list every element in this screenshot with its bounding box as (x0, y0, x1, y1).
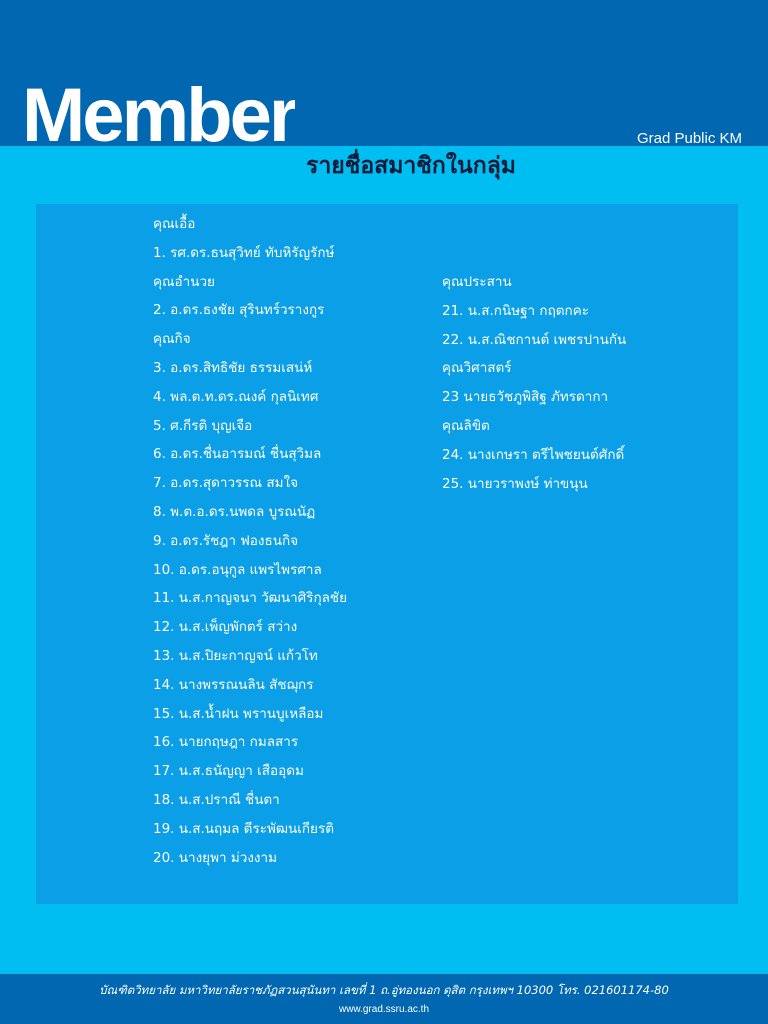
footer-address: บัณฑิตวิทยาลัย มหาวิทยาลัยราชภัฏสวนสุนันทา เลขที่ 1 ถ.อู่ทองนอก ดุสิต กรุงเทพฯ 10300 โทร. 021601174-80 (99, 983, 669, 997)
member-item: 1. รศ.ดร.ธนสุวิทย์ ทับหิรัญรักษ์ (153, 244, 335, 261)
member-item: 24. นางเกษรา ตรีไพชยนต์ศักดิ์ (442, 446, 625, 463)
role-heading: คุณอำนวย (153, 273, 215, 290)
role-heading: คุณเอื้อ (153, 216, 196, 232)
member-item: 17. น.ส.ธนัญญา เสืออุดม (153, 763, 304, 780)
footer-website: www.grad.ssru.ac.th (338, 1004, 430, 1015)
member-item: 20. นางยุพา ม่วงงาม (153, 849, 277, 866)
member-item: 3. อ.ดร.สิทธิชัย ธรรมเสน่ห์ (153, 359, 313, 376)
member-column-left (153, 210, 347, 872)
member-list-panel (36, 204, 738, 904)
member-list-heading: รายชื่อสมาชิกในกลุ่ม (306, 153, 516, 179)
member-item: 11. น.ส.กาญจนา วัฒนาศิริกุลชัย (153, 590, 348, 607)
footer-band (0, 974, 768, 1024)
member-item: 22. น.ส.ณิชกานต์ เพชรปานกัน (442, 331, 627, 348)
member-item: 2. อ.ดร.ธงชัย สุรินทร์วรางกูร (153, 302, 325, 319)
member-item: 5. ศ.กีรติ บุญเจือ (153, 417, 253, 434)
member-item: 6. อ.ดร.ชื่นอารมณ์ ชื่นสุวิมล (153, 446, 322, 463)
member-item: 8. พ.ต.อ.ดร.นพดล บูรณนัฏ (153, 503, 316, 520)
member-item: 16. นายกฤษฎา กมลสาร (153, 734, 299, 751)
member-item: 13. น.ส.ปิยะกาญจน์ แก้วโท (153, 647, 318, 664)
role-heading: คุณวิศาสตร์ (442, 360, 512, 377)
member-item: 18. น.ส.ปราณี ชื่นตา (153, 791, 280, 808)
member-item: 14. นางพรรณนลิน สัชฌุกร (153, 676, 314, 693)
member-item: 23 นายธวัชภูพิสิฐ ภัทรดากา (442, 389, 609, 406)
member-item: 25. นายวราพงษ์ ท่าขนุน (442, 475, 588, 492)
page-title: Member (22, 78, 296, 146)
member-column-right (442, 268, 626, 498)
brand-label: Grad Public KM (636, 130, 742, 147)
member-item: 7. อ.ดร.สุดาวรรณ สมใจ (153, 475, 299, 492)
member-item: 21. น.ส.กนิษฐา กฤตกคะ (442, 302, 590, 319)
member-item: 12. น.ส.เพ็ญพักตร์ สว่าง (153, 619, 298, 636)
role-heading: คุณลิขิต (442, 417, 490, 434)
member-item: 10. อ.ดร.อนุกูล แพรไพรศาล (153, 561, 322, 578)
member-item: 15. น.ส.น้ำฝน พรานบูเหลือม (153, 705, 324, 722)
role-heading: คุณกิจ (153, 331, 191, 348)
member-item: 9. อ.ดร.รัชฎา ฟองธนกิจ (153, 532, 299, 549)
member-item: 4. พล.ต.ท.ดร.ณงค์ กุลนิเทศ (153, 388, 319, 405)
member-item: 19. น.ส.นฤมล ตีระพัฒนเกียรติ (153, 820, 334, 837)
role-heading: คุณประสาน (442, 274, 512, 290)
